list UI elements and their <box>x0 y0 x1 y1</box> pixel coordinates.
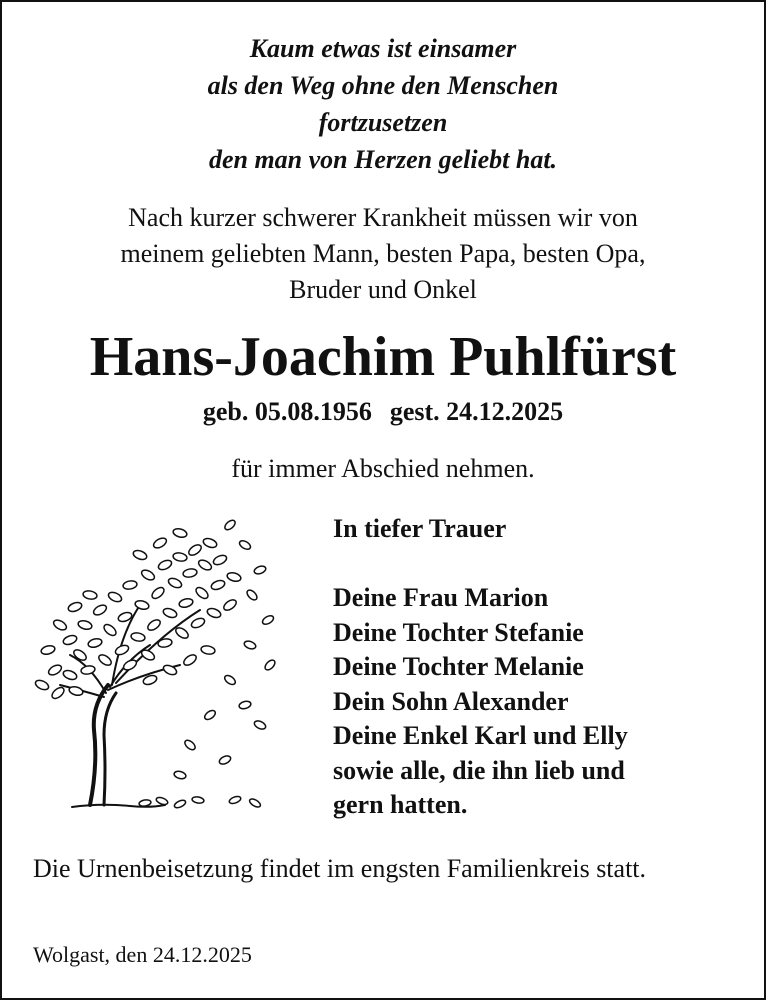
quote-line: Kaum etwas ist einsamer <box>249 34 517 63</box>
mourner-name: Deine Enkel Karl und Elly <box>333 721 628 750</box>
life-dates <box>0 395 766 429</box>
death-date: gest. 24.12.2025 <box>389 397 564 426</box>
intro-line: Bruder und Onkel <box>289 275 477 304</box>
intro-text <box>0 200 766 308</box>
quote-line: als den Weg ohne den Menschen <box>207 71 559 100</box>
mourner-name: gern hatten. <box>333 790 468 819</box>
intro-line: Nach kurzer schwerer Krankheit müssen wir von <box>128 203 638 232</box>
mourners-list <box>333 512 628 823</box>
mourning-headline: In tiefer Trauer <box>333 514 507 543</box>
mourner-name: Dein Sohn Alexander <box>333 686 569 716</box>
farewell-text: für immer Abschied nehmen. <box>231 454 535 483</box>
mourner-name: sowie alle, die ihn lieb und <box>333 755 625 785</box>
quote-line: fortzusetzen <box>318 108 448 137</box>
mourner-name: Deine Tochter Stefanie <box>333 617 584 647</box>
intro-line: meinem geliebten Mann, besten Papa, besten Opa, <box>120 239 646 268</box>
mourner-name: Deine Tochter Melanie <box>333 652 584 681</box>
birth-date: geb. 05.08.1956 <box>202 397 372 426</box>
mourner-name: Deine Frau Marion <box>333 583 549 612</box>
place-and-date: Wolgast, den 24.12.2025 <box>33 942 252 967</box>
windblown-tree-icon <box>30 515 290 815</box>
quote-line: den man von Herzen geliebt hat. <box>208 145 558 174</box>
memorial-quote <box>0 30 766 178</box>
deceased-name: Hans-Joachim Puhlfürst <box>89 326 677 388</box>
burial-note: Die Urnenbeisetzung findet im engsten Familienkreis statt. <box>33 854 647 883</box>
